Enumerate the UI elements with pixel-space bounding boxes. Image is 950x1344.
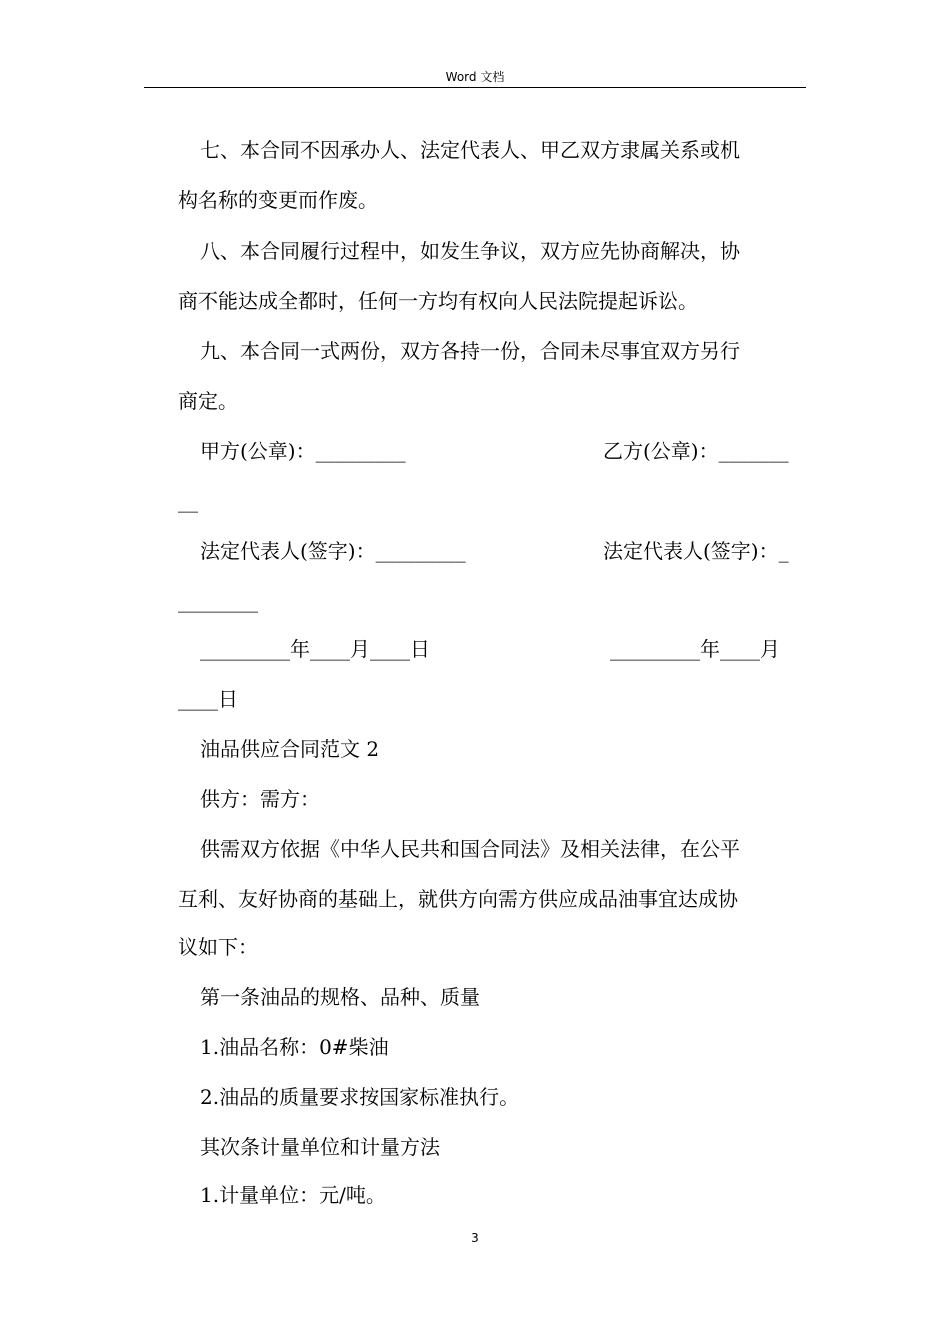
paragraph-line: 商不能达成全都时，任何一方均有权向人民法院提起诉讼。 — [178, 289, 698, 313]
paragraph-line: 构名称的变更而作废。 — [178, 188, 378, 212]
paragraph-line: 互利、友好协商的基础上，就供方向需方供应成品油事宜达成协 — [178, 887, 738, 911]
party-b-seal-continuation: __ — [178, 489, 198, 513]
paragraph-line: 2.油品的质量要求按国家标准执行。 — [200, 1085, 520, 1109]
paragraph-line: 供需双方依据《中华人民共和国合同法》及相关法律，在公平 — [200, 837, 740, 861]
paragraph-line: 九、本合同一式两份，双方各持一份，合同未尽事宜双方另行 — [200, 339, 740, 363]
paragraph-line: 1.油品名称：0#柴油 — [200, 1035, 389, 1059]
party-a-seal-line: 甲方(公章)：_________ — [200, 439, 406, 463]
section-title: 油品供应合同范文 2 — [200, 737, 380, 761]
paragraph-line: 供方：需方： — [200, 787, 320, 811]
party-b-seal-line: 乙方(公章)：_______ — [603, 439, 789, 463]
party-b-date-line: _________年____月 — [610, 637, 780, 661]
party-a-representative-line: 法定代表人(签字)：_________ — [200, 539, 466, 563]
paragraph-line: 七、本合同不因承办人、法定代表人、甲乙双方隶属关系或机 — [200, 138, 740, 162]
party-b-representative-line: 法定代表人(签字)：_ — [603, 539, 789, 563]
paragraph-line: 八、本合同履行过程中，如发生争议，双方应先协商解决，协 — [200, 239, 740, 263]
paragraph-line: 议如下： — [178, 935, 258, 959]
party-b-date-continuation: ____日 — [178, 687, 238, 711]
paragraph-line: 1.计量单位：元/吨。 — [200, 1183, 386, 1207]
page-header-title: Word 文档 — [445, 70, 505, 84]
page-number: 3 — [471, 1231, 479, 1245]
paragraph-line: 其次条计量单位和计量方法 — [200, 1135, 440, 1159]
header-divider — [144, 87, 806, 88]
party-b-representative-continuation: ________ — [178, 589, 258, 613]
paragraph-line: 商定。 — [178, 389, 238, 413]
paragraph-line: 第一条油品的规格、品种、质量 — [200, 985, 480, 1009]
party-a-date-line: _________年____月____日 — [200, 637, 430, 661]
